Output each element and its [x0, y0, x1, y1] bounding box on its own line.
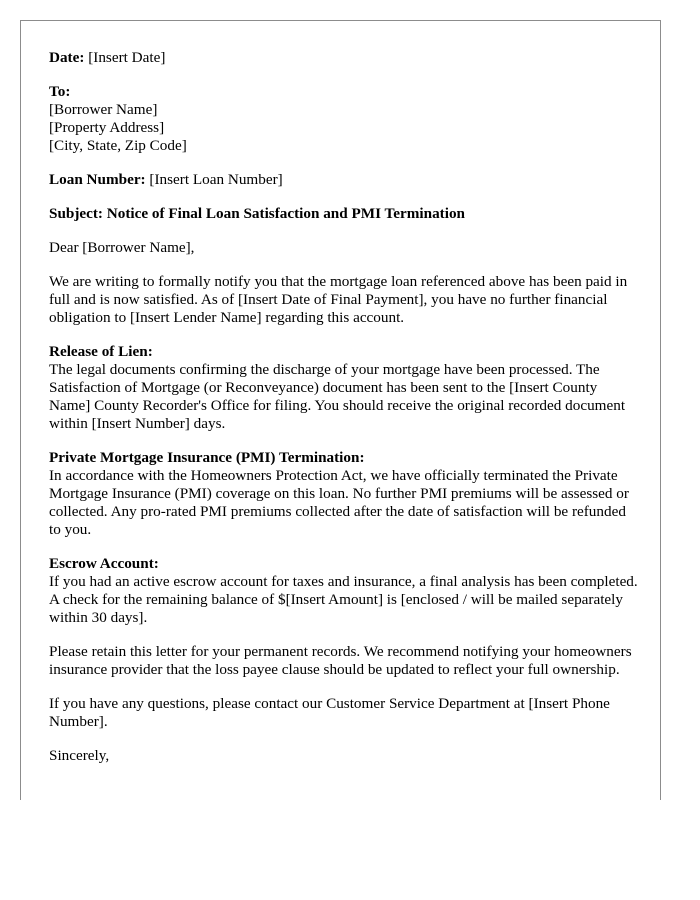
subject-line: Subject: Notice of Final Loan Satisfaction and PMI Termination	[49, 205, 465, 222]
loan-number-line	[49, 171, 639, 189]
escrow-account-section	[49, 555, 639, 627]
release-of-lien-body: The legal documents confirming the discharge of your mortgage have been processed. The Satisfaction of Mortgage (or Reconveyance) document has been sent to the [Insert County Name] County Recorder's Office for filing. You should receive the original recorded document within [Insert Number] days.	[49, 361, 626, 432]
date-label: Date:	[49, 49, 85, 66]
release-of-lien-section	[49, 343, 639, 433]
salutation: Dear [Borrower Name],	[49, 239, 195, 256]
intro-paragraph: We are writing to formally notify you that the mortgage loan referenced above has been paid in full and is now satisfied. As of [Insert Date of Final Payment], you have no further financial obligation to [Insert Lender Name] regarding this account.	[49, 273, 628, 326]
escrow-account-heading: Escrow Account:	[49, 555, 159, 572]
release-of-lien-heading: Release of Lien:	[49, 343, 153, 360]
city-state-zip: [City, State, Zip Code]	[49, 137, 187, 154]
borrower-name: [Borrower Name]	[49, 101, 158, 118]
date-value: [Insert Date]	[88, 49, 166, 66]
pmi-termination-section	[49, 449, 639, 539]
property-address: [Property Address]	[49, 119, 165, 136]
recipient-block	[49, 83, 639, 155]
loan-number-value: [Insert Loan Number]	[149, 171, 283, 188]
retain-records-paragraph: Please retain this letter for your permanent records. We recommend notifying your homeowners insurance provider that the loss payee clause should be updated to reflect your full ownership.	[49, 643, 632, 678]
closing: Sincerely,	[49, 747, 110, 764]
letter-page	[20, 20, 661, 800]
questions-paragraph: If you have any questions, please contact our Customer Service Department at [Insert Phone Number].	[49, 695, 610, 730]
pmi-termination-heading: Private Mortgage Insurance (PMI) Termination:	[49, 449, 365, 466]
loan-number-label: Loan Number:	[49, 171, 146, 188]
to-label: To:	[49, 83, 71, 100]
letter-content	[49, 49, 639, 765]
escrow-account-body: If you had an active escrow account for taxes and insurance, a final analysis has been completed. A check for the remaining balance of $[Insert Amount] is [enclosed / will be mailed separately within 30 days].	[49, 573, 638, 626]
date-line	[49, 49, 639, 67]
pmi-termination-body: In accordance with the Homeowners Protection Act, we have officially terminated the Private Mortgage Insurance (PMI) coverage on this loan. No further PMI premiums will be assessed or collected. Any pro-rated PMI premiums collected after the date of satisfaction will be refunded to you.	[49, 467, 629, 538]
